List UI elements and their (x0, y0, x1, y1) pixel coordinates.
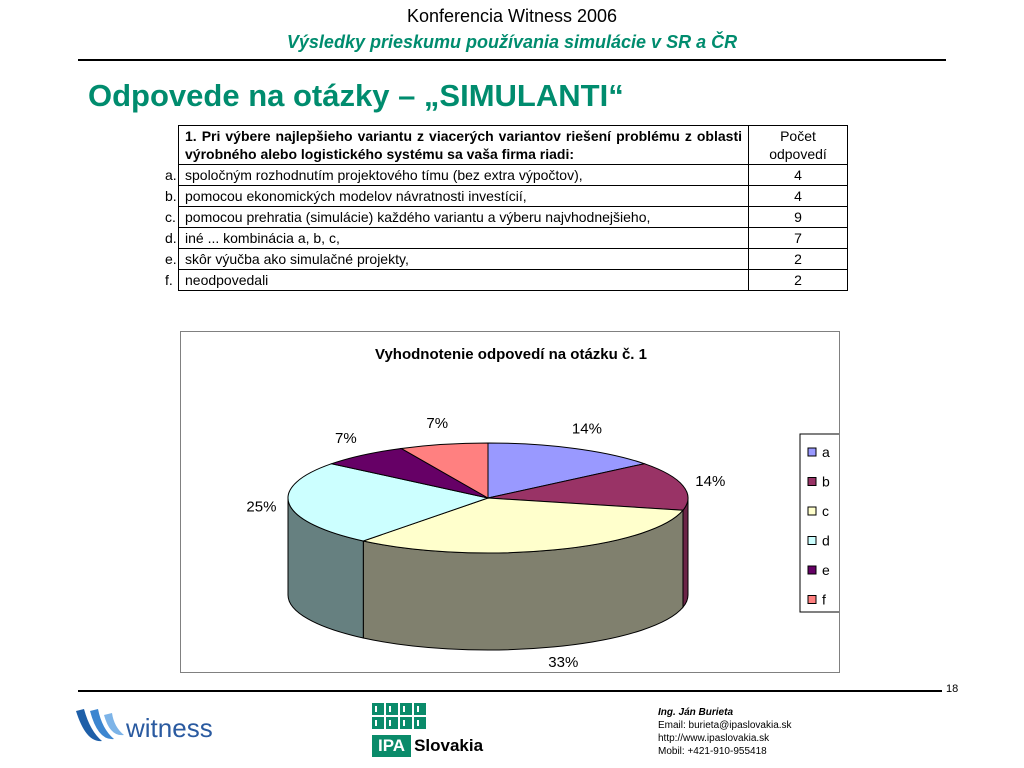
legend-label-b: b (822, 473, 830, 490)
legend-label-d: d (822, 532, 830, 549)
answer-row-a (179, 165, 848, 186)
footer-divider (78, 690, 942, 692)
answer-letter: e. (165, 251, 177, 267)
legend-swatch-a (808, 448, 816, 456)
legend-swatch-b (808, 478, 816, 486)
pie-label-f: 7% (426, 414, 449, 432)
question-text: 1. Pri výbere najlepšieho variantu z viacerých variantov riešení problému z oblasti výrobného alebo logistického systému sa vaša firma riadi: (179, 126, 749, 165)
answer-row-e (179, 249, 848, 270)
legend-swatch-c (808, 507, 816, 515)
pie-label-a: 14% (571, 420, 602, 438)
legend-frame (800, 434, 839, 612)
answer-count: 2 (749, 270, 848, 291)
answer-text (165, 186, 749, 207)
question-table (165, 125, 848, 291)
chart-legend (800, 434, 839, 612)
answer-label: pomocou ekonomických modelov návratnosti investícií, (185, 188, 527, 204)
answer-text (165, 228, 749, 249)
answer-count: 9 (749, 207, 848, 228)
answer-text (165, 270, 749, 291)
header-divider (78, 59, 946, 61)
pie-side-b (683, 498, 688, 607)
page-number: 18 (946, 683, 959, 695)
answer-label: iné ... kombinácia a, b, c, (185, 230, 340, 246)
legend-swatch-d (808, 537, 816, 545)
survey-subtitle: Výsledky prieskumu používania simulácie v SR a ČR (286, 32, 738, 52)
ipa-box: IPA (372, 735, 411, 757)
contact-web: http://www.ipaslovakia.sk (658, 733, 770, 744)
legend-swatch-f (808, 596, 816, 604)
answer-letter: b. (165, 188, 177, 204)
answer-count: 4 (749, 186, 848, 207)
answer-label: skôr výučba ako simulačné projekty, (185, 251, 409, 267)
witness-wordmark: witness (126, 713, 213, 743)
answer-count: 4 (749, 165, 848, 186)
legend-swatch-e (808, 566, 816, 574)
count-header: Počet odpovedí (749, 126, 848, 165)
ipa-logo-text (372, 735, 483, 757)
slide-title: Odpovede na otázky – „SIMULANTI“ (88, 78, 624, 113)
contact-email: Email: burieta@ipaslovakia.sk (658, 720, 792, 731)
contact-block (658, 706, 792, 758)
answer-row-b (179, 186, 848, 207)
answer-letter: c. (165, 209, 176, 225)
answer-count: 2 (749, 249, 848, 270)
answer-row-c (179, 207, 848, 228)
legend-label-c: c (822, 503, 829, 519)
pie-label-b: 14% (695, 472, 726, 490)
ipa-country: Slovakia (414, 736, 484, 755)
answer-label: spoločným rozhodnutím projektového tímu (bez extra výpočtov), (185, 167, 583, 183)
pie-label-d: 25% (246, 498, 277, 516)
answer-row-f (179, 270, 848, 291)
pie-label-e: 7% (335, 429, 357, 447)
answer-label: pomocou prehratia (simulácie) každého variantu a výberu najvhodnejšieho, (185, 209, 651, 225)
answer-text (165, 165, 749, 186)
witness-logo (68, 697, 242, 755)
answer-label: neodpovedali (185, 272, 269, 288)
legend-label-a: a (822, 444, 830, 460)
answer-row-d (179, 228, 848, 249)
question-header-row (179, 126, 848, 165)
conference-title: Konferencia Witness 2006 (406, 6, 618, 26)
contact-mobile: Mobil: +421-910-955418 (658, 746, 767, 757)
pie-tops (288, 443, 688, 553)
contact-name: Ing. Ján Burieta (658, 707, 734, 718)
legend-label-f: f (822, 591, 826, 608)
answer-letter: a. (165, 167, 177, 183)
answer-text (165, 207, 749, 228)
answer-text (165, 249, 749, 270)
pie-chart-canvas (181, 332, 839, 672)
chart-title: Vyhodnotenie odpovedí na otázku č. 1 (375, 346, 647, 363)
answer-letter: d. (165, 230, 177, 246)
answer-letter: f. (165, 272, 173, 288)
legend-label-e: e (822, 562, 830, 578)
answer-count: 7 (749, 228, 848, 249)
pie-label-c: 33% (548, 654, 579, 672)
pie-chart (180, 331, 840, 673)
